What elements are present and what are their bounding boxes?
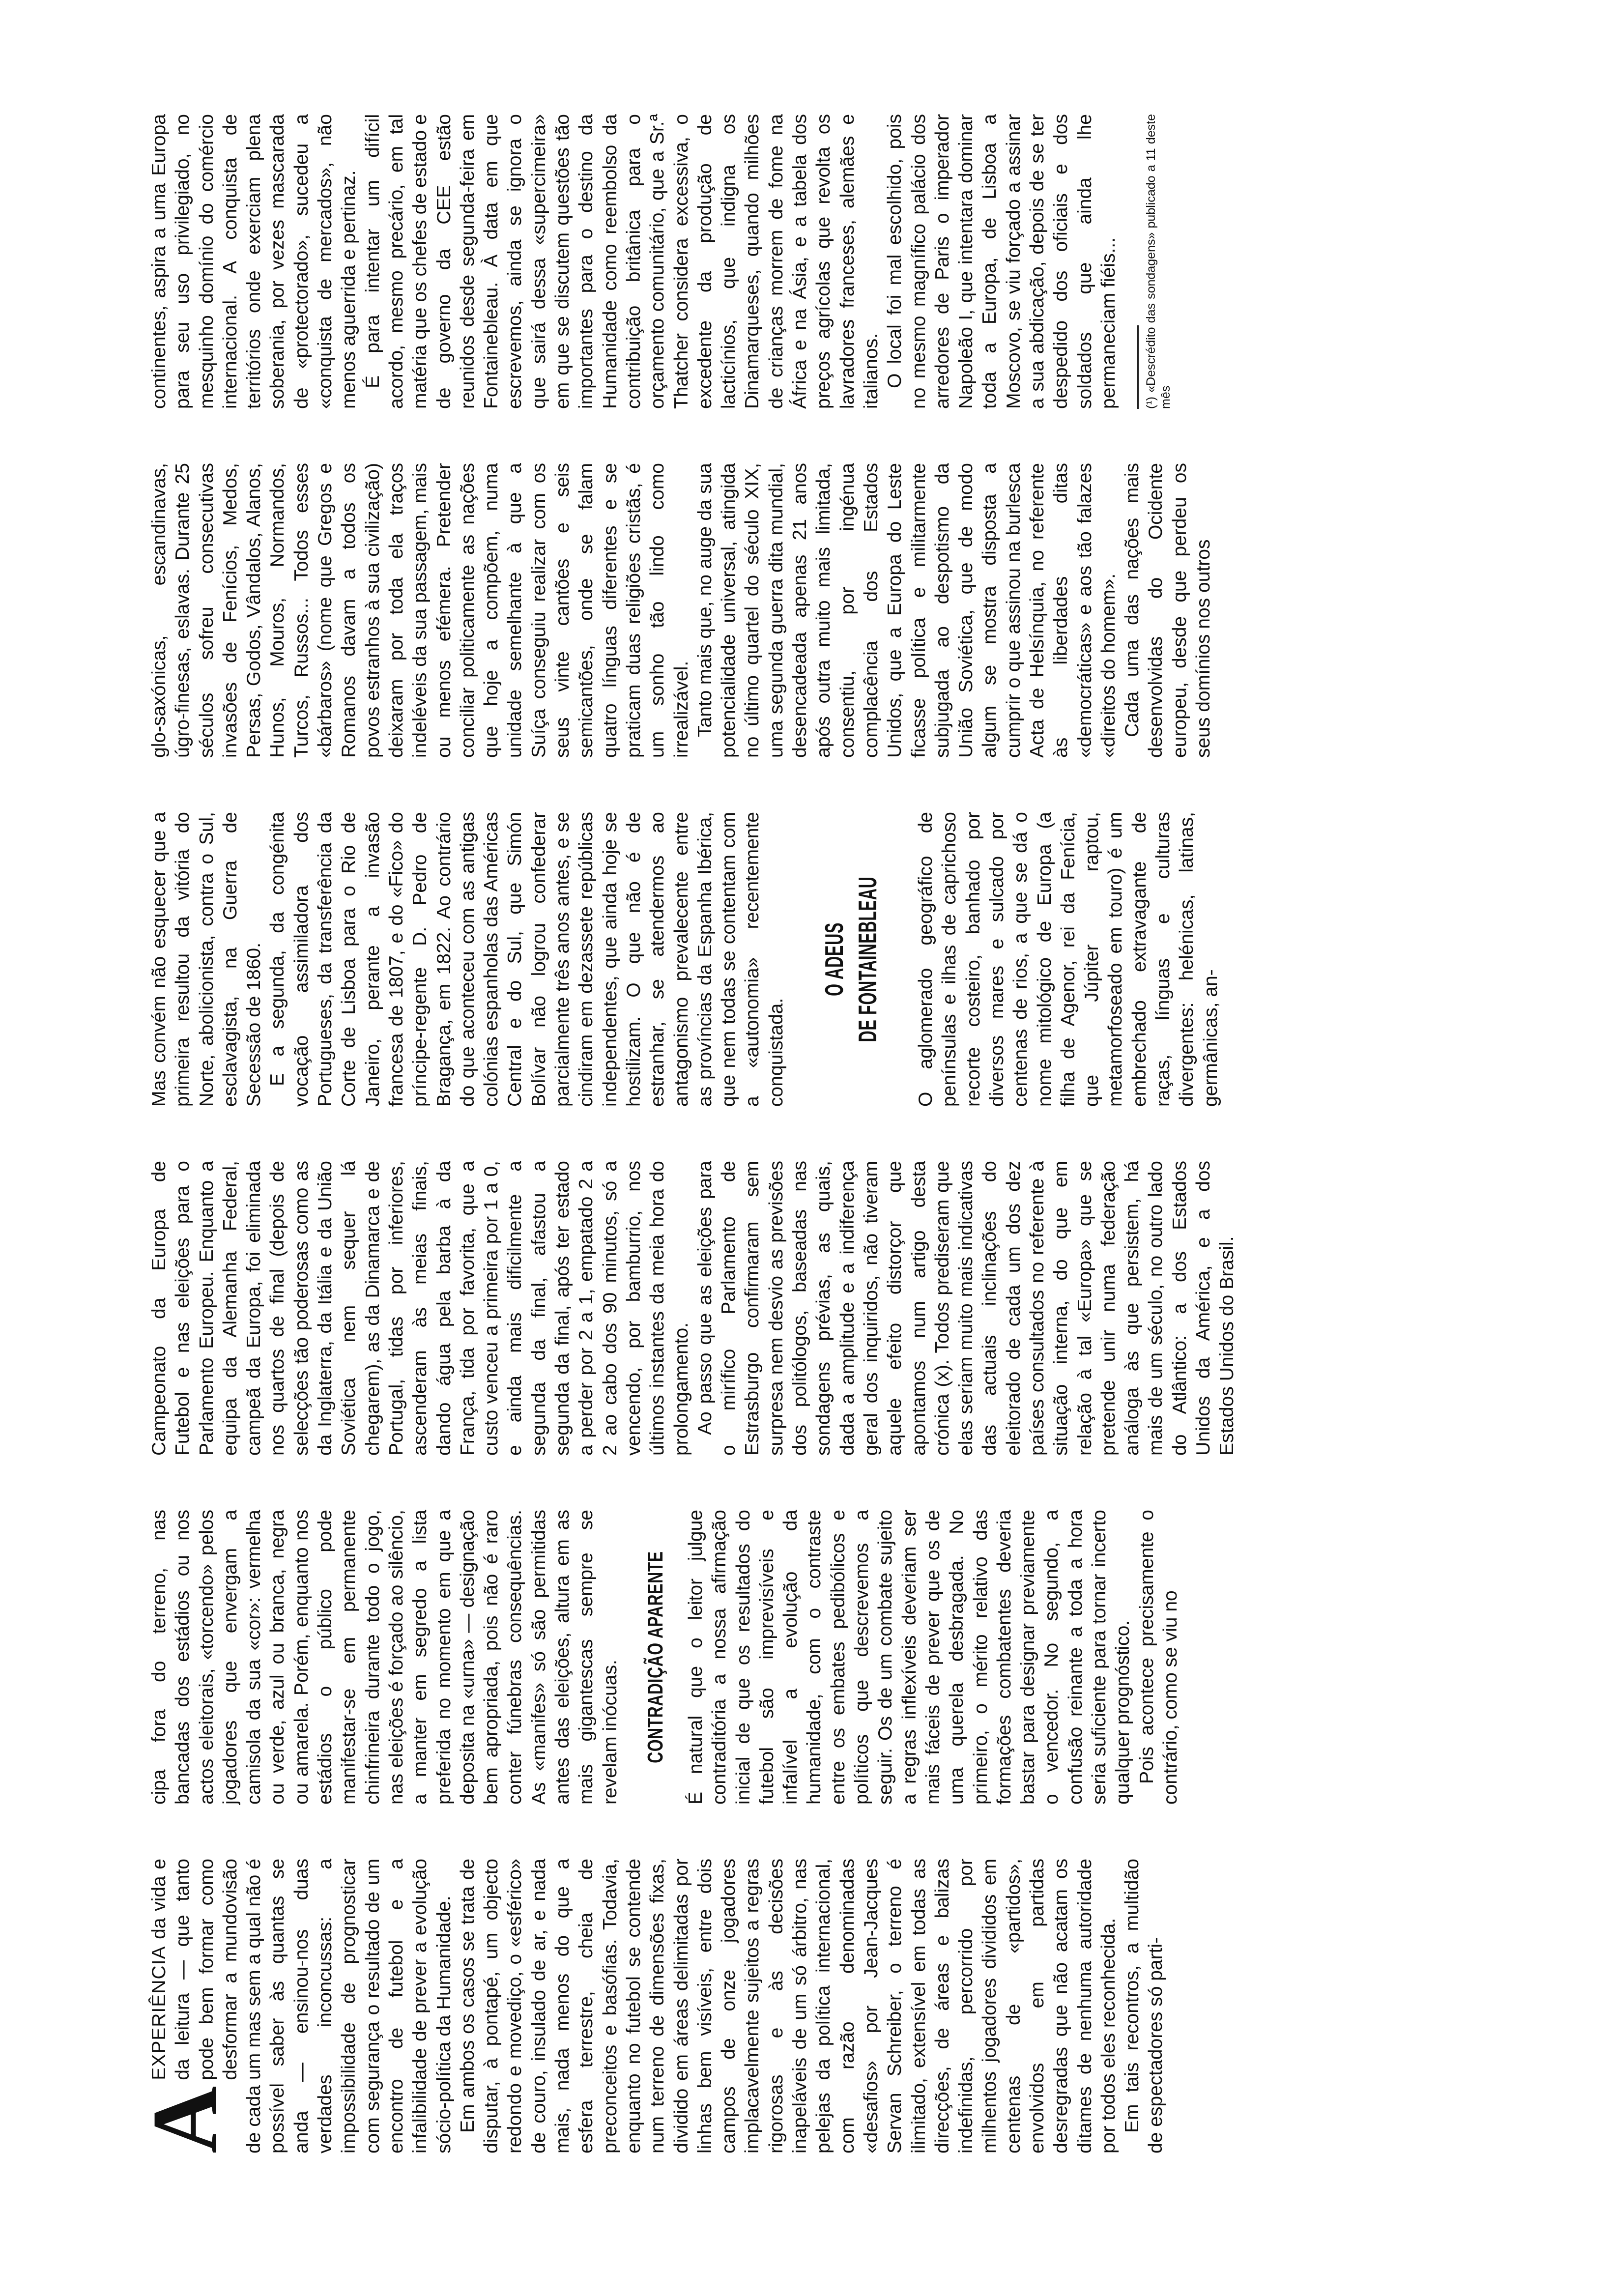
paragraph: É para intentar um difícil acordo, mesmo precário, em tal matéria que os chefes de estado e de governo da CEE estão reunidos desde segunda-feira em Fontainebleau. À data em que escrevemos, ainda se ignora o que sairá dessa «supercimeira» em que se discutem questões tão importantes para o destino da Humanidade como reembolso da contribuição britânica para o orçamento comunitário, que a Sr.ª Thatcher considera excessiva, o excedente da produção de lacticínios, que indigna os Dinamarqueses, quando milhões de crianças morrem de fome na África e na Ásia, e a tabela dos preços agrícolas que revolta os lavradores franceses, alemães e italianos. [362, 114, 882, 409]
paragraph: O aglomerado geográfico de penínsulas e ilhas de caprichoso recorte costeiro, banhado por diversos mares e sulcado por centenas de rios, a que se dá o nome mitológico de Europa (a filha de Agenor, rei da Fenícia, que Júpiter raptou, metamorfoseado em touro) é um embrechado extravagante de raças, línguas e culturas divergentes: helénicas, latinas, germânicas, an- [915, 812, 1221, 1107]
subheading-line-2: DE FONTAINEBLEAU [854, 876, 883, 1042]
paragraph: E a segunda, da congénita vocação assimiladora dos Portugueses, da transferência da Corte de Lisboa para o Rio de Janeiro, perante a invasão francesa de 1807, e do «Fico» do príncipe-regente D. Pedro de Bragança, em 1822. Ao contrário do que aconteceu com as antigas colónias espanholas das Américas Central e do Sul, que Simón Bolívar não logrou confederar parcialmente três anos antes, e se cindiram em dezassete repúblicas independentes, que ainda hoje se hostilizam. O que não é de estranhar, se atendermos ao antagonismo prevalecente entre as províncias da Espanha Ibérica, que nem todas se contentam com a «autonomia» recentemente conquistada. [267, 812, 787, 1107]
paragraph: Pois acontece precisamente o contrário, como se viu no [1136, 1510, 1181, 1805]
footnote: (¹) «Descrédito das sondagens» publicado a 11 deste mês [1144, 114, 1173, 409]
subheading-contradicao-aparente: CONTRADIÇÃO APARENTE [643, 1551, 667, 1763]
lead-caps: EXPERIÊNCIA [148, 1946, 170, 2080]
paragraph: O local foi mal escolhido, pois no mesmo magnífico palácio dos arredores de Paris o imperador Napoleão I, que intentara dominar toda a Europa, de Lisboa a Moscovo, se viu forçado a assinar a sua abdicação, depois de se ter despedido dos oficiais e dos soldados que ainda lhe permaneciam fiéis... [884, 114, 1119, 409]
paragraph: Campeonato da Europa de Futebol e nas eleições para o Parlamento Europeu. Enquanto a equipa da Alemanha Federal, campeã da Europa, foi eliminada nos quartos de final (depois de selecções tão poderosas como as da Inglaterra, da Itália e da União Soviética nem sequer lá chegarem), as da Dinamarca e de Portugal, tidas por inferiores, ascenderam às meias finais, dando água pela barba à da França, tida por favorita, que a custo venceu a primeira por 1 a 0, e ainda mais dificilmente a segunda da final, afastou a segunda da final, após ter estado a perder por 2 a 1, empatado 2 a 2 ao cabo dos 90 minutos, só a vencendo, por bamburrio, nos últimos instantes da meia hora do prolongamento. [148, 1161, 692, 1456]
paragraph: glo-saxónicas, escandinavas, úgro-finesas, eslavas. Durante 25 séculos sofreu consecutivas invasões de Fenícios, Medos, Persas, Godos, Vândalos, Alanos, Hunos, Mouros, Normandos, Turcos, Russos... Todos esses «bárbaros» (nome que Gregos e Romanos davam a todos os povos estranhos à sua civilização) deixaram por toda ela traços indeléveis da sua passagem, mais ou menos efémera. Pretender conciliar politicamente as nações que hoje a compõem, numa unidade semelhante à que a Suíça conseguiu realizar com os seus vinte cantões e seis semicantões, onde se falam quatro línguas diferentes e se praticam duas religiões cristãs, é um sonho tão lindo como irrealizável. [148, 463, 692, 758]
paragraph: Em ambos os casos se trata de disputar, à pontapé, um objecto redondo e movediço, o «esférico» de couro, insulado de ar, e nada mais, nada menos do que a esfera terrestre, cheia de preconceitos e basófias. Todavia, enquanto no futebol se contende num terreno de dimensões fixas, dividido em áreas delimitadas por linhas bem visíveis, entre dois campos de onze jogadores implacavelmente sujeitos a regras rigorosas e às decisões inapeláveis de um só árbitro, nas pelejas da política internacional, com razão denominadas «desafios» por Jean-Jacques Servan Schreiber, o terreno é ilimitado, extensível em todas as direcções, de áreas e balizas indefinidas, percorrido por milhentos jogadores divididos em centenas de «partidos», envolvidos em partidas desregradas que não acatam os ditames de nenhuma autoridade por todos eles reconhecida. [457, 1859, 1119, 2153]
opening-paragraph [134, 1859, 456, 2153]
article-column-5 [147, 463, 1406, 758]
paragraph: Em tais recontros, a multidão de espectadores só parti- [1122, 1859, 1167, 2153]
paragraph: Ao passo que as eleições para o mirífico Parlamento de Estrasburgo confirmaram sem surpresa nem desvio as previsões dos politólogos, baseadas nas sondagens prévias, as quais, dada a amplitude e a indiferença geral dos inquiridos, não tiveram aquele efeito distorçor que apontamos num artigo desta crónica (x). Todos prediseram que elas seriam muito mais indicativas das actuais inclinações do eleitorado de cada um dos dez países consultados no referente à situação interna, do que em relação à tal «Europa» que se pretende unir numa federação análoga às que persistem, há mais de um século, no outro lado do Atlântico: a dos Estados Unidos da América, e a dos Estados Unidos do Brasil. [694, 1161, 1238, 1456]
drop-cap: A [134, 2086, 237, 2153]
paragraph: Mas convém não esquecer que a primeira resultou da vitória do Norte, abolicionista, contra o Sul, esclavagista, na Guerra de Secessão de 1860. [148, 812, 265, 1107]
subheading-o-adeus-de-fontainebleau [818, 868, 885, 1051]
article-column-4 [147, 812, 1406, 1107]
subheading-line-1: O ADEUS [820, 922, 849, 997]
article-column-3 [147, 1161, 1406, 1456]
article-column-2 [147, 1510, 1406, 1805]
paragraph-text: da vida e da leitura — que tanto pode bem formar como desformar a mundovisão de cada um mas sem a qual não é possível saber às quantas se anda — ensinou-nos duas verdades inconcussas: a impossibilidade de prognosticar com segurança o resultado de um encontro de futebol e a infalibilidade de prever a evolução sócio-política da Humanidade. [148, 1859, 455, 2153]
paragraph: Tanto mais que, no auge da sua potencialidade universal, atingida no último quartel do século XIX, uma segunda guerra dita mundial, desencadeada apenas 21 anos após outra muito mais limitada, consentiu, por ingénua complacência dos Estados Unidos, que a Europa do Leste ficasse política e militarmente subjugada ao despotismo da União Soviética, que de modo algum se mostra disposta a cumprir o que assinou na burlesca Acta de Helsínquia, no referente às liberdades ditas «democráticas» e aos tão falazes «direitos do homem». [694, 463, 1119, 758]
article-column-1 [134, 1859, 1406, 2153]
footnote-rule [1137, 325, 1139, 409]
paragraph: É natural que o leitor julgue contraditória a nossa afirmação inicial de que os resultados do futebol são imprevisíveis e infalível a evolução da humanidade, com o contraste entre os embates pedibólicos e políticos que descrevemos a seguir. Os de um combate sujeito a regras inflexíveis deveriam ser mais fáceis de prever que os de uma querela desbragada. No primeiro, o mérito relativo das formações combatentes deveria bastar para designar previamente o vencedor. No segundo, a confusão reinante a toda a hora seria suficiente para tornar incerto qualquer prognóstico. [685, 1510, 1134, 1805]
paragraph: continentes, aspira a uma Europa para seu uso privilegiado, no mesquinho domínio do comércio internacional. A conquista de territórios onde exerciam plena soberania, por vezes mascarada de «protectorado», sucedeu a «conquista de mercados», não menos aguerrida e pertinaz. [148, 114, 360, 409]
article-column-6 [147, 114, 1406, 409]
paragraph: cipa fora do terreno, nas bancadas dos estádios ou nos actos eleitorais, «torcendo» pelos jogadores que envergam a camisola da sua «cor»: vermelha ou verde, azul ou branca, negra ou amarela. Porém, enquanto nos estádios o público pode manifestar-se em permanente chinfrineira durante todo o jogo, nas eleições é forçado ao silêncio, a manter em segredo a lista preferida no momento em que a deposita na «urna» — designação bem apropriada, pois não é raro conter fúnebras consequências. As «manifes» só são permitidas antes das eleições, altura em as mais gigantescas sempre se revelam inócuas. [148, 1510, 621, 1805]
paragraph: Cada uma das nações mais desenvolvidas do Ocidente europeu, desde que perdeu os seus domínios nos outros [1122, 463, 1214, 758]
